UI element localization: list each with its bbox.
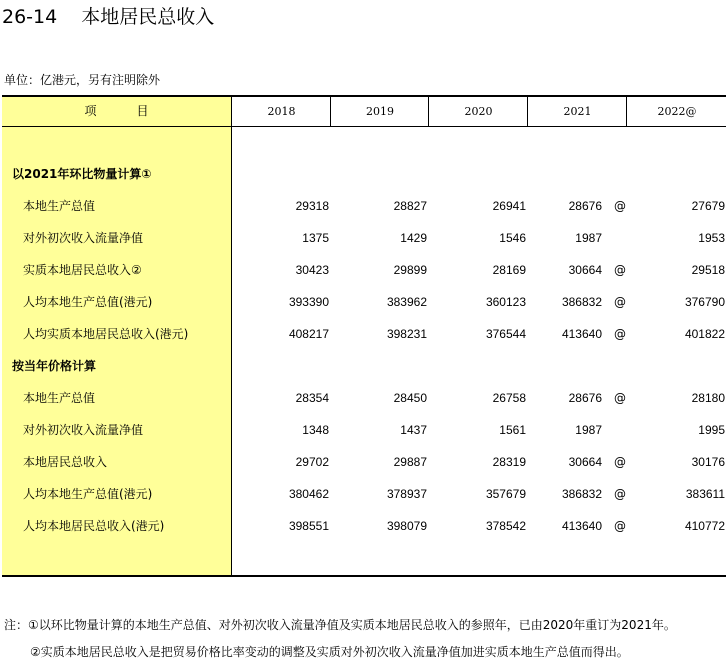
table-cell-2018: 29702	[295, 455, 329, 469]
header-item: 项 目	[84, 104, 163, 118]
table-cell-2018: 1375	[302, 231, 329, 245]
table-row	[2, 382, 726, 414]
provisional-mark: @	[614, 519, 626, 533]
table-cell-2022: 383611	[685, 487, 725, 501]
header-year-2020: 2020	[428, 97, 528, 126]
provisional-mark: @	[614, 295, 626, 309]
table-cell-2020: 1546	[499, 231, 526, 245]
table-cell-2022: 1953	[698, 231, 725, 245]
table-cell-2020: 376544	[485, 327, 526, 341]
table-row	[2, 414, 726, 446]
provisional-mark: @	[614, 263, 626, 277]
table-row	[2, 254, 726, 286]
table-row	[2, 222, 726, 254]
page-title	[2, 4, 214, 30]
table-cell-2022: 29518	[691, 263, 725, 277]
table-cell-2022: 28180	[691, 391, 725, 405]
table-cell-2018: 28354	[295, 391, 329, 405]
table-title: 本地居民总收入	[81, 6, 215, 28]
section-heading	[2, 158, 726, 190]
table-cell-2021: 1987	[575, 423, 602, 437]
table-cell-2019: 1429	[400, 231, 427, 245]
table-row	[2, 510, 726, 542]
table-cell-2021: 28676	[568, 391, 602, 405]
table-cell-2018: 408217	[288, 327, 329, 341]
table-cell-2022: 27679	[691, 199, 725, 213]
data-table	[2, 95, 726, 577]
table-cell-2022: 410772	[684, 519, 725, 533]
table-cell-2019: 29887	[393, 455, 427, 469]
row-label: 对外初次收入流量净值	[23, 231, 144, 245]
unit-note: 单位：亿港元，另有注明除外	[4, 73, 161, 87]
table-cell-2019: 398079	[386, 519, 427, 533]
row-label: 人均本地生产总值(港元)	[23, 487, 153, 501]
row-label: 本地生产总值	[23, 391, 96, 405]
table-cell-2020: 360123	[485, 295, 526, 309]
table-cell-2022: 30176	[691, 455, 725, 469]
table-cell-2021: 386832	[561, 295, 602, 309]
table-cell-2020: 26941	[492, 199, 526, 213]
row-label: 对外初次收入流量净值	[23, 423, 144, 437]
table-cell-2019: 29899	[393, 263, 427, 277]
table-row	[2, 478, 726, 510]
provisional-mark: @	[614, 327, 626, 341]
section-heading-label: 按当年价格计算	[12, 359, 97, 373]
row-label: 实质本地居民总收入②	[23, 263, 142, 277]
row-label: 本地居民总收入	[23, 455, 108, 469]
row-label: 本地生产总值	[23, 199, 96, 213]
table-cell-2021: 386832	[561, 487, 602, 501]
row-label: 人均本地居民总收入(港元)	[23, 519, 165, 533]
section-heading	[2, 350, 726, 382]
table-cell-2020: 28169	[492, 263, 526, 277]
header-year-2018: 2018	[231, 97, 331, 126]
section-heading-label: 以2021年环比物量计算①	[12, 167, 152, 181]
table-cell-2018: 398551	[288, 519, 329, 533]
table-cell-2020: 357679	[485, 487, 526, 501]
table-cell-2021: 1987	[575, 231, 602, 245]
table-cell-2022: 376790	[684, 295, 725, 309]
header-year-2019: 2019	[330, 97, 429, 126]
table-cell-2019: 28450	[393, 391, 427, 405]
table-row	[2, 318, 726, 350]
table-cell-2019: 1437	[400, 423, 427, 437]
table-header	[2, 97, 726, 127]
table-cell-2021: 28676	[568, 199, 602, 213]
table-cell-2018: 393390	[288, 295, 329, 309]
header-year-2022: 2022@	[626, 97, 727, 126]
table-cell-2018: 380462	[288, 487, 329, 501]
table-cell-2022: 401822	[684, 327, 725, 341]
table-cell-2022: 1995	[698, 423, 725, 437]
footnotes	[4, 612, 676, 666]
table-cell-2021: 30664	[568, 455, 602, 469]
table-cell-2020: 28319	[492, 455, 526, 469]
table-number: 26-14	[2, 6, 58, 28]
table-cell-2018: 1348	[302, 423, 329, 437]
table-cell-2021: 413640	[561, 327, 602, 341]
header-year-2021: 2021	[527, 97, 627, 126]
table-cell-2021: 413640	[561, 519, 602, 533]
table-cell-2020: 378542	[485, 519, 526, 533]
table-row	[2, 286, 726, 318]
table-cell-2019: 378937	[386, 487, 427, 501]
table-cell-2019: 28827	[393, 199, 427, 213]
table-cell-2021: 30664	[568, 263, 602, 277]
row-label: 人均本地生产总值(港元)	[23, 295, 153, 309]
footnote-1: 注：①以环比物量计算的本地生产总值、对外初次收入流量净值及实质本地居民总收入的参照年，已由2020年重订为2021年。	[4, 618, 676, 632]
table-cell-2019: 398231	[386, 327, 427, 341]
provisional-mark: @	[614, 199, 626, 213]
provisional-mark: @	[614, 391, 626, 405]
provisional-mark: @	[614, 487, 626, 501]
footnote-2: ②实质本地居民总收入是把贸易价格比率变动的调整及实质对外初次收入流量净值加进实质本地生产总值而得出。	[30, 645, 629, 659]
table-cell-2018: 30423	[295, 263, 329, 277]
table-row	[2, 446, 726, 478]
table-cell-2020: 1561	[499, 423, 526, 437]
provisional-mark: @	[614, 455, 626, 469]
table-row	[2, 190, 726, 222]
table-cell-2019: 383962	[386, 295, 427, 309]
table-cell-2020: 26758	[492, 391, 526, 405]
table-cell-2018: 29318	[295, 199, 329, 213]
row-label: 人均实质本地居民总收入(港元)	[23, 327, 189, 341]
